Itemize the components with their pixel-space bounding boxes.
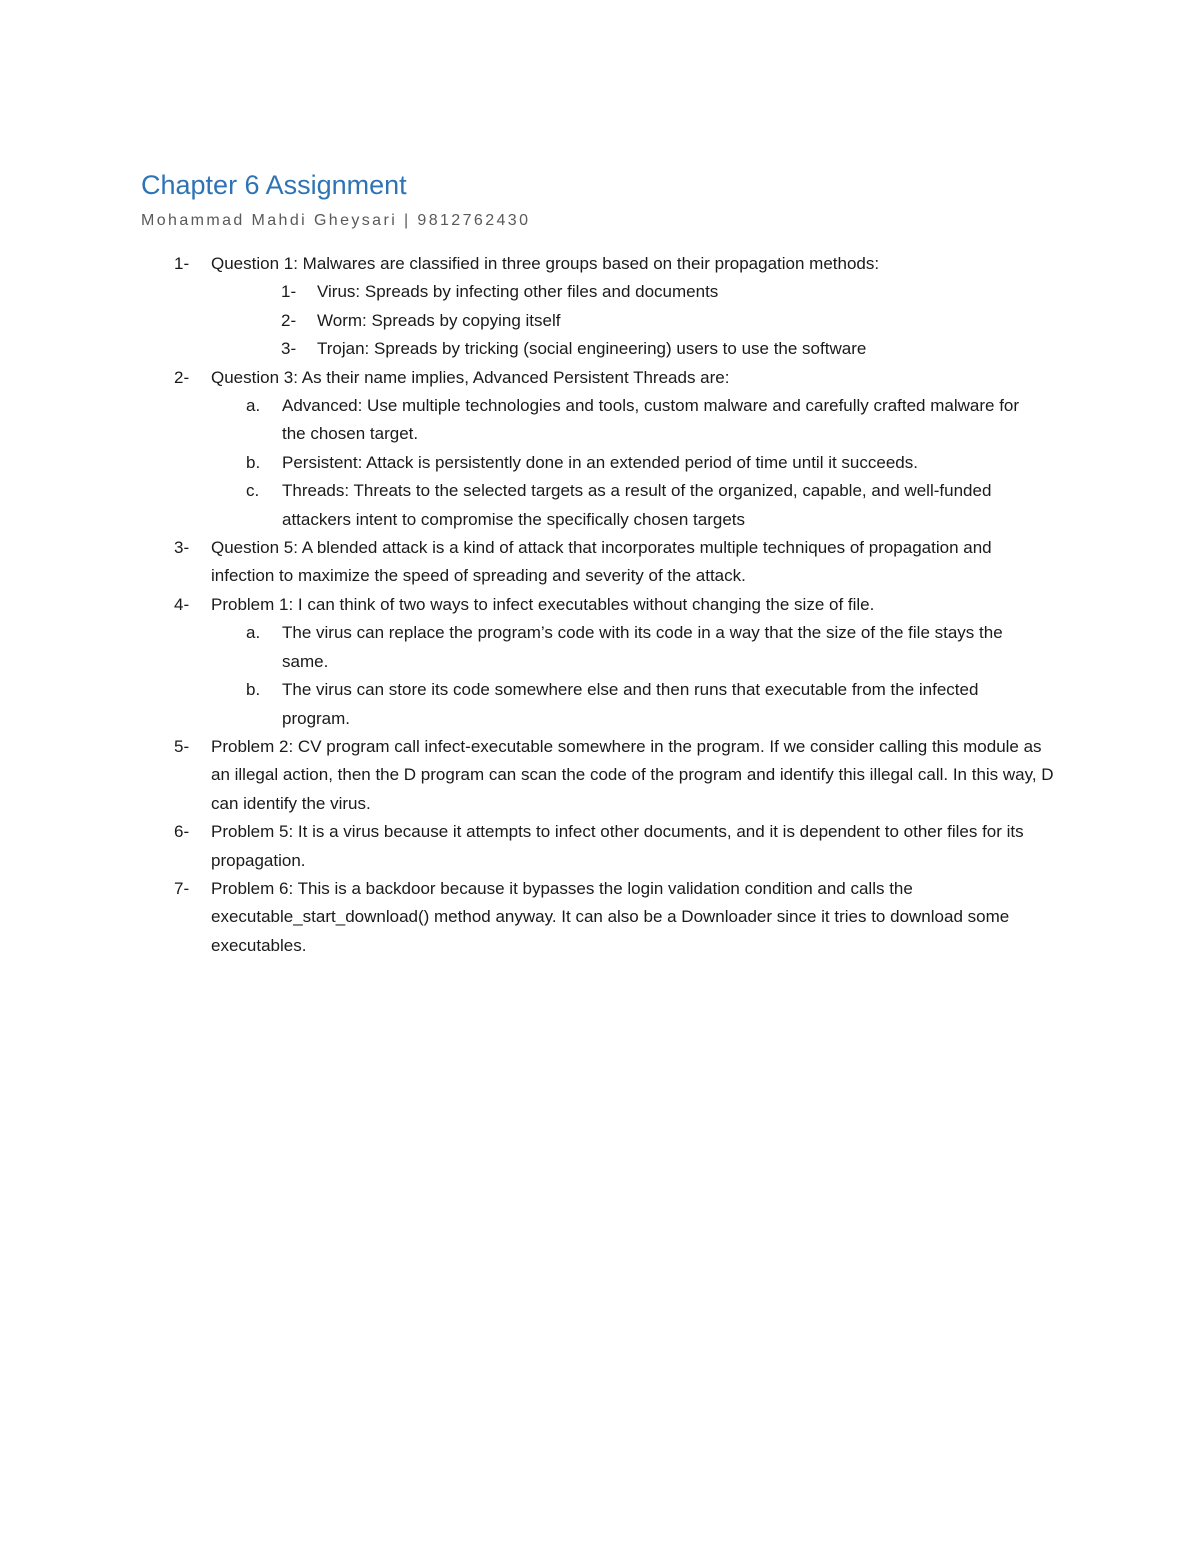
- sub-list-item: [0, 392, 1200, 449]
- sub-list-item: [0, 619, 1200, 676]
- list-item: [0, 250, 1200, 278]
- document-title: Chapter 6 Assignment: [141, 170, 407, 200]
- sub-list-item: [0, 477, 1200, 534]
- item-number: 1-: [174, 254, 190, 273]
- item-text: Problem 5: It is a virus because it attempts to infect other documents, and it is dependent to other files for its propagation.: [211, 822, 1024, 870]
- list-item: [0, 534, 1200, 591]
- sub-item-text: The virus can replace the program’s code with its code in a way that the size of the file stays the same.: [282, 623, 1003, 671]
- answer-list: [0, 250, 1200, 960]
- list-item: [0, 591, 1200, 619]
- sub-item-text: The virus can store its code somewhere else and then runs that executable from the infected program.: [282, 680, 979, 728]
- item-text: Problem 2: CV program call infect-executable somewhere in the program. If we consider calling this module as an illegal action, then the D program can scan the code of the program and identify this illegal call. In this way, D can identify the virus.: [211, 736, 1054, 813]
- item-text: Problem 1: I can think of two ways to infect executables without changing the size of file.: [211, 594, 875, 614]
- item-number: 6-: [174, 822, 190, 842]
- sub-item-text: Trojan: Spreads by tricking (social engineering) users to use the software: [317, 339, 867, 359]
- author-line: Mohammad Mahdi Gheysari | 9812762430: [141, 212, 531, 229]
- sub-item-number: 3-: [281, 339, 297, 359]
- item-text: Question 3: As their name implies, Advanced Persistent Threads are:: [211, 367, 730, 387]
- list-item: [0, 733, 1200, 818]
- sub-item-letter: b.: [246, 452, 261, 472]
- sub-item-letter: a.: [246, 623, 261, 643]
- item-number: 3-: [174, 538, 190, 558]
- item-number: 7-: [174, 878, 190, 898]
- item-text: Problem 6: This is a backdoor because it bypasses the login validation condition and calls the executable_start_download() method anyway. It can also be a Downloader since it tries to download some executables.: [211, 878, 1010, 955]
- sub-item-text: Virus: Spreads by infecting other files and documents: [317, 282, 719, 302]
- item-text: Question 1: Malwares are classified in three groups based on their propagation methods:: [211, 254, 880, 273]
- sub-list-item: [0, 676, 1200, 733]
- sub-list-item: [0, 278, 1200, 306]
- sub-item-text: Threads: Threats to the selected targets as a result of the organized, capable, and well-funded attackers intent to compromise the specifically chosen targets: [282, 481, 992, 529]
- sub-item-text: Worm: Spreads by copying itself: [317, 310, 561, 330]
- item-number: 2-: [174, 367, 190, 387]
- sub-item-text: Persistent: Attack is persistently done in an extended period of time until it succeeds.: [282, 452, 918, 472]
- sub-item-number: 1-: [281, 282, 297, 302]
- sub-item-letter: a.: [246, 396, 261, 416]
- sub-item-text: Advanced: Use multiple technologies and tools, custom malware and carefully crafted malware for the chosen target.: [282, 396, 1020, 444]
- item-number: 4-: [174, 594, 190, 614]
- sub-list-item: [0, 307, 1200, 335]
- sub-item-letter: c.: [246, 481, 260, 501]
- item-text: Question 5: A blended attack is a kind of attack that incorporates multiple techniques of propagation and infection to maximize the speed of spreading and severity of the attack.: [211, 538, 992, 586]
- list-item: [0, 364, 1200, 392]
- sub-item-letter: b.: [246, 680, 261, 700]
- list-item: [0, 818, 1200, 875]
- sub-list-item: [0, 335, 1200, 363]
- sub-item-number: 2-: [281, 310, 297, 330]
- sub-list-item: [0, 449, 1200, 477]
- list-item: [0, 875, 1200, 960]
- item-number: 5-: [174, 736, 190, 756]
